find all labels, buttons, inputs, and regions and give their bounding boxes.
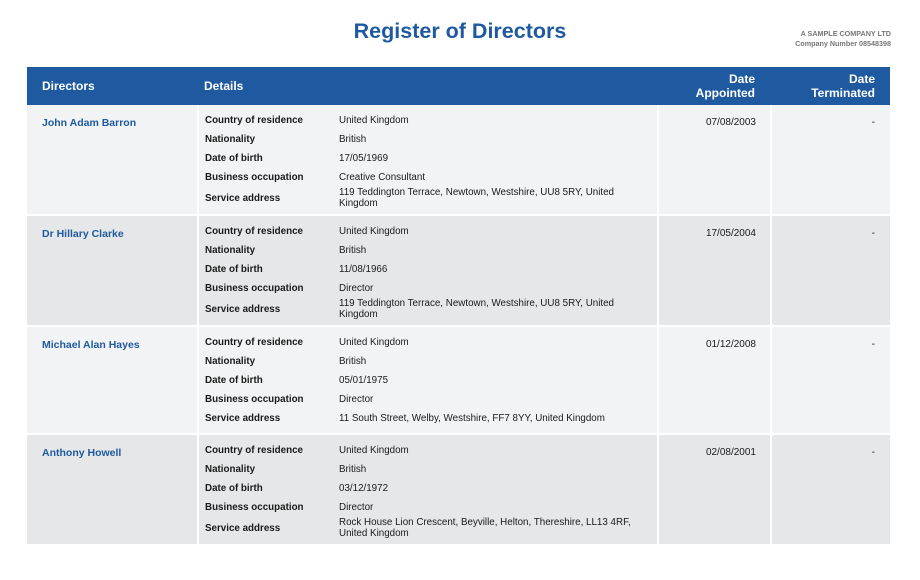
detail-label: Business occupation (205, 172, 304, 183)
detail-value: United Kingdom (339, 337, 409, 348)
date-terminated: - (871, 117, 875, 128)
date-appointed-cell (658, 216, 771, 325)
director-cell (27, 435, 198, 544)
directors-table (27, 67, 890, 544)
date-appointed: 01/12/2008 (705, 339, 756, 350)
column-header-date-appointed-line2: Appointed (695, 86, 755, 100)
column-header-date-appointed (658, 67, 771, 105)
detail-row (199, 298, 657, 320)
date-terminated-cell (771, 216, 890, 325)
table-header (27, 67, 890, 105)
date-appointed-cell (658, 105, 771, 214)
director-name: Dr Hillary Clarke (42, 228, 124, 240)
detail-label: Service address (205, 303, 281, 315)
detail-label: Business occupation (205, 502, 304, 513)
detail-value: British (339, 134, 367, 145)
detail-label: Service address (205, 192, 281, 204)
detail-label: Date of birth (205, 483, 263, 494)
detail-label: Country of residence (205, 226, 303, 237)
detail-label: Date of birth (205, 153, 263, 164)
detail-row (199, 111, 657, 130)
date-terminated-cell (771, 105, 890, 214)
director-name: John Adam Barron (42, 117, 137, 129)
detail-value: British (339, 356, 367, 367)
detail-value: British (339, 245, 367, 256)
detail-value: 17/05/1969 (339, 153, 389, 164)
detail-label: Country of residence (205, 445, 303, 456)
detail-value: Director (339, 394, 374, 405)
detail-label: Business occupation (205, 394, 304, 405)
detail-label: Nationality (205, 134, 256, 145)
date-appointed: 17/05/2004 (705, 228, 756, 239)
director-cell (27, 216, 198, 325)
detail-row (199, 441, 657, 460)
detail-row (199, 409, 657, 428)
detail-label: Business occupation (205, 283, 304, 294)
column-header-directors: Directors (27, 67, 198, 105)
date-terminated-cell (771, 327, 890, 433)
date-terminated-cell (771, 435, 890, 544)
table-body (27, 105, 890, 544)
detail-value: 11/08/1966 (339, 264, 388, 275)
details-cell (198, 216, 658, 325)
detail-row (199, 130, 657, 149)
detail-value: British (339, 464, 367, 475)
detail-label: Country of residence (205, 337, 303, 348)
detail-row (199, 371, 657, 390)
detail-value: 119 Teddington Terrace, Newtown, Westshire, UU8 5RY, United Kingdom (339, 298, 615, 320)
detail-row (199, 168, 657, 187)
detail-label: Country of residence (205, 115, 303, 126)
table-row (27, 216, 890, 325)
date-terminated: - (871, 339, 875, 350)
details-list (199, 111, 657, 209)
detail-row (199, 390, 657, 409)
detail-label: Date of birth (205, 375, 263, 386)
detail-value: Director (339, 502, 374, 513)
table-row (27, 327, 890, 433)
date-appointed-cell (658, 435, 771, 544)
detail-row (199, 187, 657, 209)
detail-row (199, 352, 657, 371)
detail-row (199, 517, 657, 539)
date-terminated: - (871, 228, 875, 239)
detail-label: Nationality (205, 245, 256, 256)
details-cell (198, 327, 658, 433)
date-appointed-cell (658, 327, 771, 433)
detail-value: 11 South Street, Welby, Westshire, FF7 8YY, United Kingdom (339, 413, 605, 424)
table-row (27, 105, 890, 214)
page-title: Register of Directors (353, 19, 567, 43)
date-appointed: 02/08/2001 (705, 447, 756, 458)
detail-label: Nationality (205, 356, 256, 367)
company-info (795, 29, 891, 48)
director-cell (27, 105, 198, 214)
detail-value: Director (339, 283, 374, 294)
company-name: A SAMPLE COMPANY LTD (800, 29, 891, 38)
detail-row (199, 479, 657, 498)
detail-value: Creative Consultant (339, 172, 426, 183)
director-name: Michael Alan Hayes (42, 339, 140, 351)
details-cell (198, 105, 658, 214)
table-row (27, 435, 890, 544)
detail-label: Nationality (205, 464, 256, 475)
detail-value: Rock House Lion Crescent, Beyville, Helton, Thereshire, LL13 4RF, United Kingdom (339, 517, 631, 539)
detail-row (199, 279, 657, 298)
detail-value: United Kingdom (339, 445, 409, 456)
column-header-date-terminated-line2: Terminated (811, 86, 875, 100)
details-list (199, 441, 657, 539)
detail-value: 05/01/1975 (339, 375, 389, 386)
detail-row (199, 222, 657, 241)
date-appointed: 07/08/2003 (705, 117, 756, 128)
date-terminated: - (871, 447, 875, 458)
detail-value: United Kingdom (339, 226, 409, 237)
detail-row (199, 241, 657, 260)
detail-row (199, 149, 657, 168)
director-name: Anthony Howell (42, 447, 122, 459)
column-header-details: Details (198, 67, 658, 105)
details-list (199, 333, 657, 428)
details-cell (198, 435, 658, 544)
detail-row (199, 498, 657, 517)
company-number: Company Number 08548398 (795, 38, 891, 48)
detail-label: Service address (205, 413, 281, 424)
column-header-date-terminated (771, 67, 890, 105)
detail-label: Service address (205, 522, 281, 534)
details-list (199, 222, 657, 320)
detail-value: United Kingdom (339, 115, 409, 126)
detail-row (199, 333, 657, 352)
detail-row (199, 260, 657, 279)
detail-value: 03/12/1972 (339, 483, 389, 494)
detail-row (199, 460, 657, 479)
detail-label: Date of birth (205, 264, 263, 275)
director-cell (27, 327, 198, 433)
column-header-date-appointed-line1: Date (728, 72, 755, 86)
column-header-date-terminated-line1: Date (848, 72, 875, 86)
detail-value: 119 Teddington Terrace, Newtown, Westshire, UU8 5RY, United Kingdom (339, 187, 615, 209)
